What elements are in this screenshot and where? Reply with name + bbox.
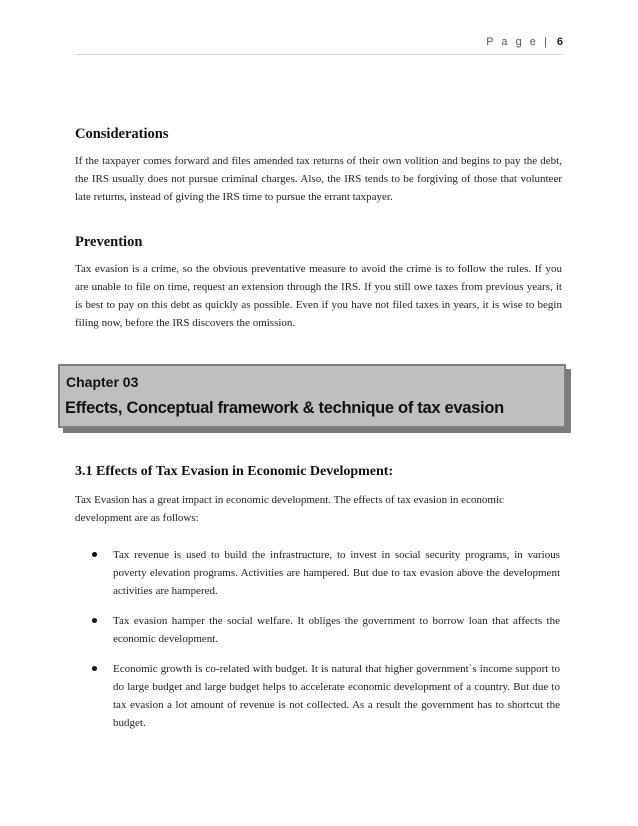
header-rule xyxy=(75,54,564,55)
considerations-heading: Considerations xyxy=(75,126,169,142)
chapter-label: Chapter 03 xyxy=(66,374,139,390)
considerations-paragraph: If the taxpayer comes forward and files amended tax returns of their own volition and begins to pay the debt, the IRS usually does not pursue criminal charges. Also, the IRS tends to be forgiving of those that volunteer late returns, instead of giving the IRS time to pursue the errant taxpayer. xyxy=(75,155,562,203)
bullet-text: Economic growth is co-related with budget. It is natural that higher government`s income support to do large budget and large budget helps to accelerate economic development of a country. But due to tax evasion a lot amount of revenue is not collected. As a result the government has to shortcut the budget. xyxy=(113,663,560,729)
prevention-paragraph: Tax evasion is a crime, so the obvious preventative measure to avoid the crime is to follow the rules. If you are unable to file on time, request an extension through the IRS. If you still owe taxes from previous years, it is best to pay on this debt as quickly as possible. Even if you have not filed taxes in years, it is wise to begin filing now, before the IRS discovers the omission. xyxy=(75,263,562,329)
bullet-icon xyxy=(92,666,97,671)
page-label: P a g e xyxy=(486,36,539,48)
bullet-icon xyxy=(92,618,97,623)
bullet-icon xyxy=(92,552,97,557)
page-separator: | xyxy=(543,36,550,48)
page-number: 6 xyxy=(556,36,563,48)
bullet-text: Tax evasion hamper the social welfare. It obliges the government to borrow loan that affects the economic development. xyxy=(113,615,560,645)
section-3-1-heading: 3.1 Effects of Tax Evasion in Economic Development: xyxy=(75,464,394,479)
page-header xyxy=(486,36,563,48)
bullet-text: Tax revenue is used to build the infrastructure, to invest in social security programs, in various poverty elevation programs. Activities are hampered. But due to tax evasion above the development activities are hampered. xyxy=(113,549,560,597)
chapter-banner xyxy=(58,364,566,428)
section-3-1-intro: Tax Evasion has a great impact in economic development. The effects of tax evasion in economic development are as follows: xyxy=(75,494,504,524)
prevention-heading: Prevention xyxy=(75,234,143,250)
chapter-title: Effects, Conceptual framework & technique of tax evasion xyxy=(65,399,504,417)
